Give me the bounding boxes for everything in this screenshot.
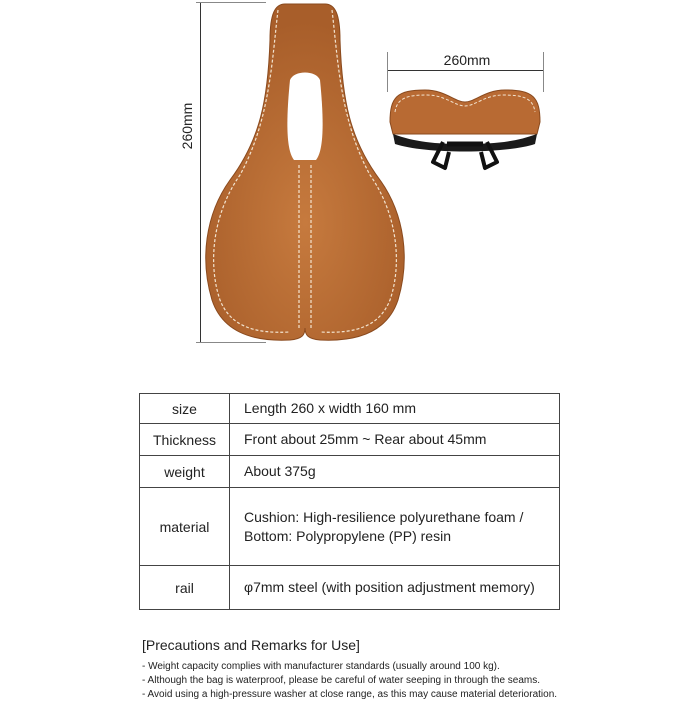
table-row <box>140 488 560 566</box>
saddle-rear-view <box>385 82 545 172</box>
table-row <box>140 394 560 424</box>
spec-table <box>139 393 560 610</box>
notes-list <box>142 660 557 702</box>
spec-key: size <box>140 394 230 424</box>
spec-value <box>230 488 560 566</box>
spec-value-line: Cushion: High-resilience polyurethane foam / <box>244 508 524 525</box>
list-item: - Although the bag is waterproof, please be careful of water seeping in through the seams. <box>142 675 541 686</box>
spec-value: Front about 25mm ~ Rear about 45mm <box>230 424 560 456</box>
spec-key: weight <box>140 456 230 488</box>
length-label: 260mm <box>179 102 195 150</box>
list-item: - Avoid using a high-pressure washer at close range, as this may cause material deterioration. <box>142 689 558 700</box>
table-row <box>140 566 560 610</box>
spec-value-line: Bottom: Polypropylene (PP) resin <box>244 527 451 544</box>
saddle-top-view <box>190 0 420 350</box>
notes-title: [Precautions and Remarks for Use] <box>142 637 360 653</box>
spec-key: Thickness <box>140 424 230 456</box>
spec-value: Length 260 x width 160 mm <box>230 394 560 424</box>
width-label: 260mm <box>443 52 491 68</box>
table-row <box>140 456 560 488</box>
spec-value: About 375g <box>230 456 560 488</box>
spec-key: rail <box>140 566 230 610</box>
table-row <box>140 424 560 456</box>
spec-value: φ7mm steel (with position adjustment memory) <box>230 566 560 610</box>
list-item: - Weight capacity complies with manufacturer standards (usually around 100 kg). <box>142 661 500 672</box>
spec-key: material <box>140 488 230 566</box>
